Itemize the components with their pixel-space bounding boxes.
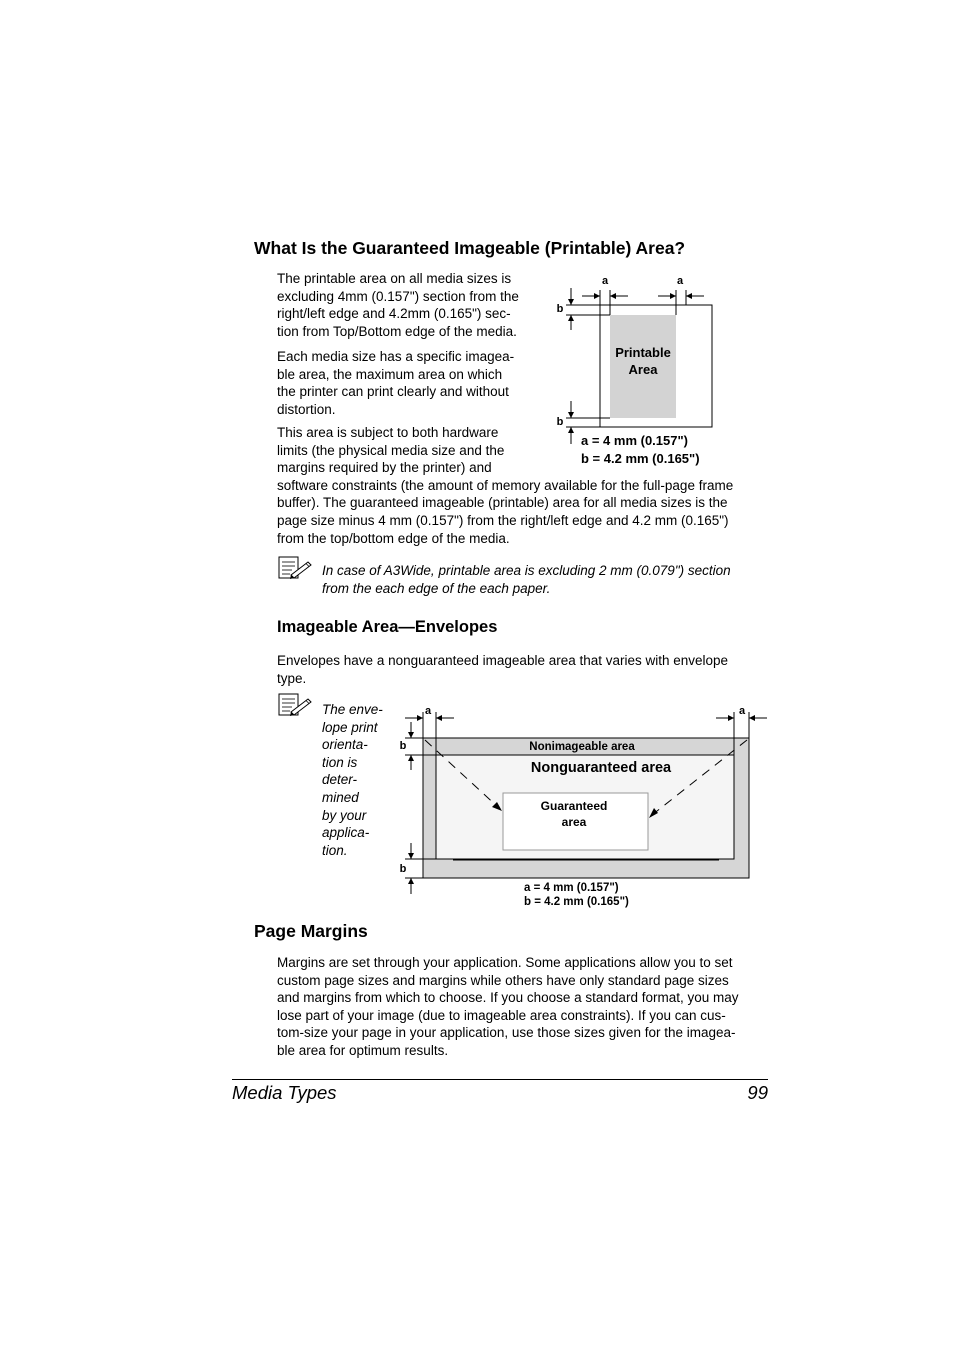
text-line: from the top/bottom edge of the media. xyxy=(277,530,510,546)
text-line: limits (the physical media size and the xyxy=(277,442,505,458)
text-line: and margins from which to choose. If you choose a standard format, you may xyxy=(277,990,739,1006)
dim-label-a: a xyxy=(601,275,609,287)
dim-label-a: a xyxy=(676,275,684,287)
text-line: applica- xyxy=(322,825,370,841)
footer-chapter: Media Types xyxy=(232,1082,337,1103)
text-line: orienta- xyxy=(322,737,368,753)
text-line: custom page sizes and margins while others have only standard page sizes xyxy=(277,972,729,988)
paragraph-envelopes xyxy=(277,652,767,687)
dim-label-b: b xyxy=(556,416,564,428)
dim-label-b: b xyxy=(399,863,407,875)
dim-label-b: b xyxy=(556,303,564,315)
text-line: The printable area on all media sizes is xyxy=(277,271,512,286)
printable-label: Area xyxy=(628,362,658,377)
text-line: from the each edge of the each paper. xyxy=(322,580,551,596)
text-line: ble area, the maximum area on which xyxy=(277,366,503,382)
text-line: ble area for optimum results. xyxy=(277,1042,449,1058)
text-line: The enve- xyxy=(322,702,383,717)
note-pencil-icon xyxy=(278,556,312,585)
note-pencil-icon xyxy=(278,693,312,722)
dim-label-b: b xyxy=(399,740,407,752)
section-title-envelopes: Imageable Area—Envelopes xyxy=(277,618,498,636)
paragraph-imageable-area xyxy=(277,348,542,418)
text-line: tom-size your page in your application, use those sizes given for the imagea- xyxy=(277,1025,736,1041)
text-line: This area is subject to both hardware xyxy=(277,425,499,440)
note-a3wide xyxy=(322,562,772,597)
text-line: lose part of your image (due to imageable area constraints). If you can cus- xyxy=(277,1007,726,1023)
text-line: tion is xyxy=(322,754,358,770)
section-title-guaranteed-area: What Is the Guaranteed Imageable (Printable) Area? xyxy=(254,238,686,258)
note-envelope-orientation xyxy=(322,701,402,859)
text-line: mined xyxy=(322,789,359,805)
text-line: excluding 4mm (0.157") section from the xyxy=(277,288,519,304)
text-line: lope print xyxy=(322,719,378,735)
legend-a: a = 4 mm (0.157") xyxy=(581,433,688,448)
text-line: software constraints (the amount of memory available for the full-page frame xyxy=(277,477,734,493)
nonimageable-label: Nonimageable area xyxy=(529,741,635,753)
figure-envelope-area xyxy=(395,700,770,912)
text-line: the printer can print clearly and without xyxy=(277,384,509,400)
dim-label-a: a xyxy=(424,705,432,717)
text-line: distortion. xyxy=(277,401,336,417)
text-line: right/left edge and 4.2mm (0.165") sec- xyxy=(277,306,511,322)
guaranteed-label: area xyxy=(561,815,587,829)
text-line: margins required by the printer) and xyxy=(277,460,492,476)
text-line: tion. xyxy=(322,842,348,858)
text-line: page size minus 4 mm (0.157") from the right/left edge and 4.2 mm (0.165") xyxy=(277,512,729,528)
section-title-page-margins: Page Margins xyxy=(254,921,368,941)
text-line: tion from Top/Bottom edge of the media. xyxy=(277,323,517,339)
nonguaranteed-label: Nonguaranteed area xyxy=(530,760,672,776)
text-line: In case of A3Wide, printable area is excluding 2 mm (0.079") section xyxy=(322,563,731,578)
text-line: deter- xyxy=(322,772,358,788)
guaranteed-label: Guaranteed xyxy=(540,799,608,813)
figure-printable-area xyxy=(550,268,770,473)
dim-label-a: a xyxy=(738,705,746,717)
legend-a: a = 4 mm (0.157") xyxy=(524,882,619,894)
footer-page-number: 99 xyxy=(747,1082,768,1103)
text-line: buffer). The guaranteed imageable (printable) area for all media sizes is the xyxy=(277,495,728,511)
printable-label: Printable xyxy=(615,345,671,360)
text-line: Margins are set through your application. Some applications allow you to set xyxy=(277,955,733,970)
text-line: Each media size has a specific imagea- xyxy=(277,349,515,364)
legend-b: b = 4.2 mm (0.165") xyxy=(524,896,629,908)
paragraph-page-margins xyxy=(277,954,772,1060)
text-line: Envelopes have a nonguaranteed imageable area that varies with envelope xyxy=(277,653,729,668)
text-line: by your xyxy=(322,807,367,823)
text-line: type. xyxy=(277,670,307,686)
footer-rule xyxy=(232,1079,768,1080)
paragraph-printable-area xyxy=(277,270,542,340)
legend-b: b = 4.2 mm (0.165") xyxy=(581,451,700,466)
